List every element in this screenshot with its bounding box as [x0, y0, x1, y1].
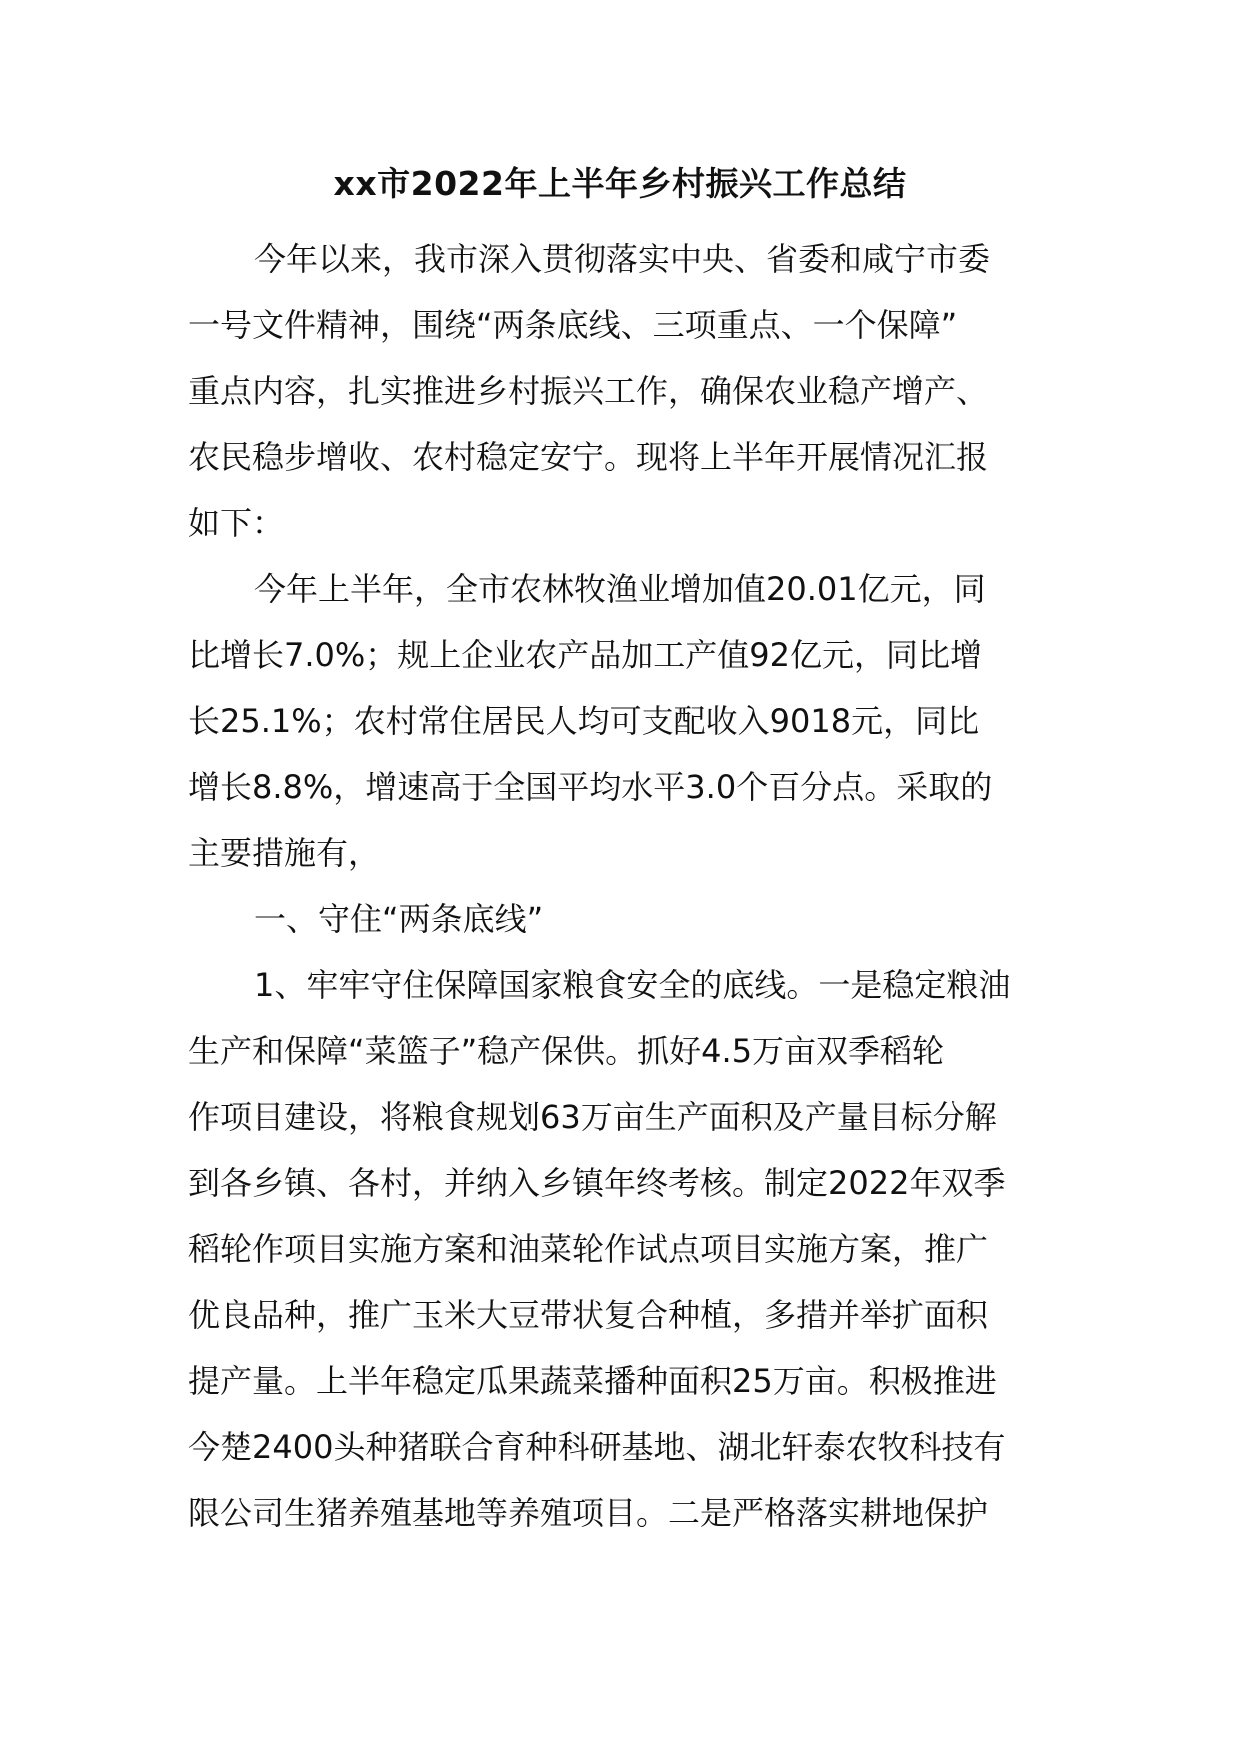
- paragraph-grain-line: 今楚2400头种猪联合育种科研基地、湖北轩泰农牧科技有: [188, 1428, 1006, 1466]
- paragraph-intro-line: 今年以来，我市深入贯彻落实中央、省委和咸宁市委: [254, 240, 991, 278]
- paragraph-grain-line: 生产和保障“菜篮子”稳产保供。抓好4.5万亩双季稻轮: [188, 1032, 945, 1070]
- paragraph-stats-line: 今年上半年，全市农林牧渔业增加值20.01亿元，同: [254, 570, 986, 608]
- document-title: xx市2022年上半年乡村振兴工作总结: [333, 164, 907, 203]
- paragraph-grain-line: 到各乡镇、各村，并纳入乡镇年终考核。制定2022年双季: [188, 1164, 1006, 1202]
- paragraph-intro-line: 重点内容，扎实推进乡村振兴工作，确保农业稳产增产、: [188, 372, 989, 410]
- paragraph-grain-line: 稻轮作项目实施方案和油菜轮作试点项目实施方案，推广: [188, 1230, 989, 1268]
- paragraph-grain-line: 作项目建设，将粮食规划63万亩生产面积及产量目标分解: [188, 1098, 997, 1136]
- paragraph-stats-line: 增长8.8%，增速高于全国平均水平3.0个百分点。采取的: [188, 768, 993, 806]
- paragraph-intro-line: 农民稳步增收、农村稳定安宁。现将上半年开展情况汇报: [188, 438, 989, 476]
- paragraph-stats-line: 主要措施有，: [188, 834, 381, 872]
- paragraph-stats-line: 长25.1%；农村常住居民人均可支配收入9018元，同比: [188, 702, 980, 740]
- paragraph-intro-line: 一号文件精神，围绕“两条底线、三项重点、一个保障”: [188, 306, 958, 344]
- paragraph-grain-line: 提产量。上半年稳定瓜果蔬菜播种面积25万亩。积极推进: [188, 1362, 997, 1400]
- document-body: [188, 226, 1058, 1546]
- paragraph-stats-line: 比增长7.0%；规上企业农产品加工产值92亿元，同比增: [188, 636, 983, 674]
- paragraph-grain-line: 优良品种，推广玉米大豆带状复合种植，多措并举扩面积: [188, 1296, 989, 1334]
- section-heading: 一、守住“两条底线”: [254, 900, 544, 938]
- paragraph-grain-line: 限公司生猪养殖基地等养殖项目。二是严格落实耕地保护: [188, 1494, 989, 1532]
- paragraph-intro-line: 如下：: [188, 504, 285, 542]
- paragraph-grain-line: 1、牢牢守住保障国家粮食安全的底线。一是稳定粮油: [254, 966, 1011, 1004]
